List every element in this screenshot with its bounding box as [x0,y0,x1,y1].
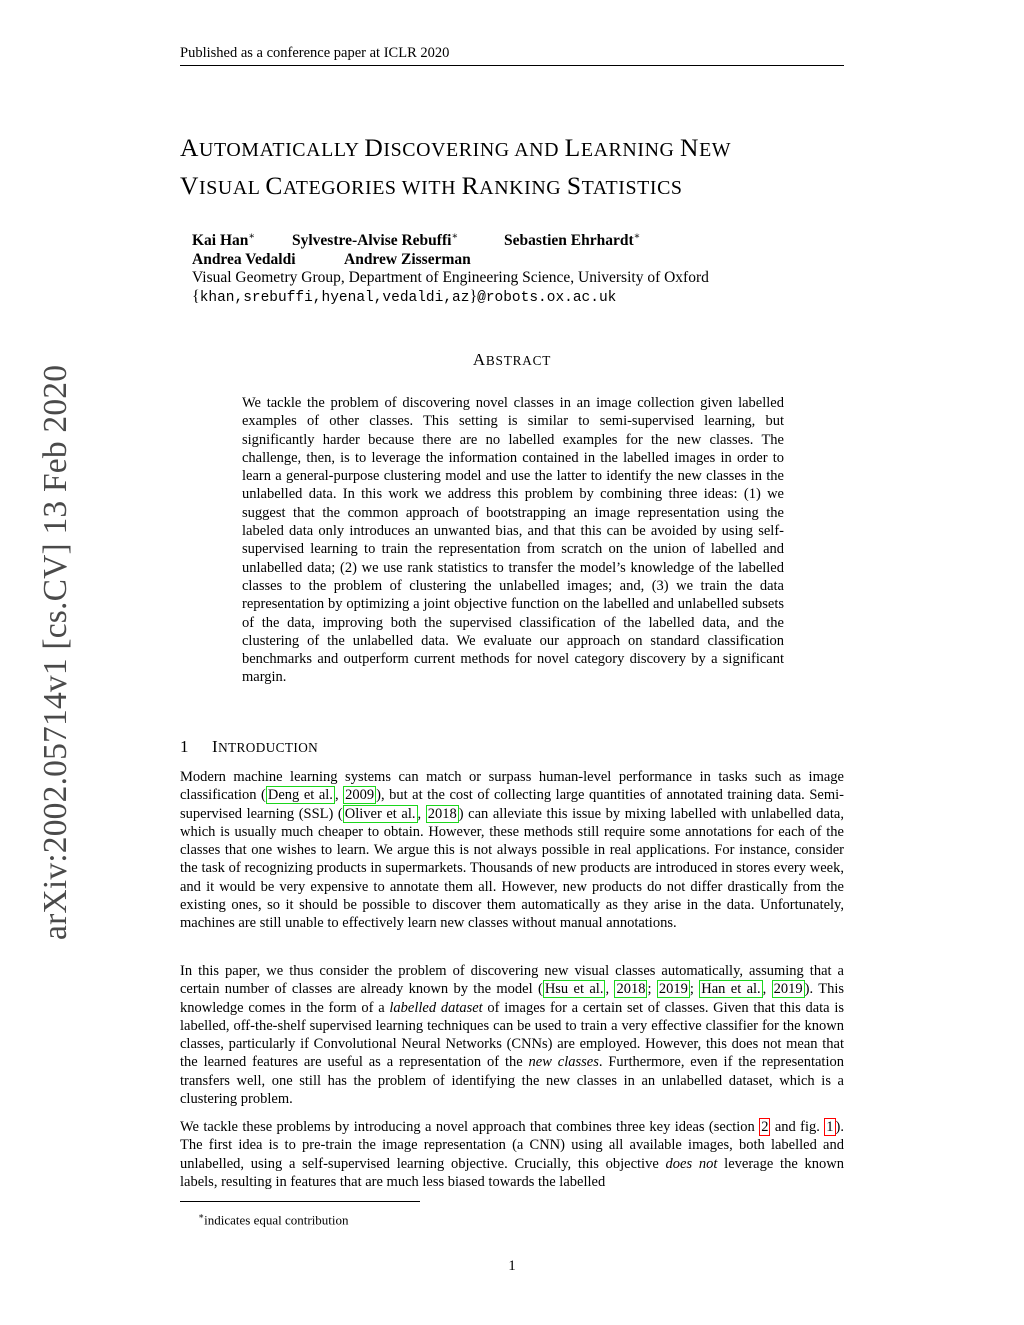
intro-paragraph-2: In this paper, we thus consider the problem of discovering new visual classes automatically, assuming that a certain number of classes are already known by the model ( Hsu et al. , 2018 ; 2019 ; Han et al. , 2019 ). This knowledge comes in the form of a labelled dataset of images for a certain set of classes. Given that this data is labelled, off-the-shelf supervised learning techniques can be used to train a very effective classifier for the known classes, particularly if Convolutional Neural Networks (CNNs) are employed. However, this does not mean that the learned features are useful as a representation of the new classes. Furthermore, even if the representation transfers well, one still has the problem of identifying the new classes in an unlabelled dataset, which is a clustering problem. [180,963,845,1108]
title-line-1: AUTOMATICALLY DISCOVERING AND LEARNING NEW [180,133,732,162]
intro-paragraph-1: Modern machine learning systems can match or surpass human-level performance in tasks such as image classification ( Deng et al. , 2009 ), but at the cost of collecting large quantities of annotated training data. Semi-supervised learning (SSL) ( Oliver et al. , 2018 ) can alleviate this issue by mixing labelled with unlabelled data, which is usually much cheaper to obtain. However, these methods still require some annotations for each of the classes that one wishes to learn. We argue this is not always possible in real applications. For instance, consider the task of recognizing products in supermarkets. Thousands of new products are introduced in stores every week, and it would be very expensive to annotate them all. However, new products do not differ drastically from the existing ones, so it should be possible to discover them automatically as they arise in the data. Unfortunately, machines are still unable to effectively learn new classes without manual annotations. [180,769,844,932]
arxiv-identifier: arXiv:2002.05714v1 [cs.CV] 13 Feb 2020 [37,364,74,940]
title-line-2: VISUAL CATEGORIES WITH RANKING STATISTICS [180,171,683,200]
citation-hsu-2018[interactable]: 2018 [616,981,646,998]
author-kai-han: Kai Han∗ [192,231,256,250]
affiliation: Visual Geometry Group, Department of Engineering Science, University of Oxford [192,269,709,287]
author-emails: {khan,srebuffi,hyenal,vedaldi,az}@robots.ox.ac.uk [192,287,617,306]
citation-oliver[interactable]: Oliver et al. [344,805,416,822]
running-header: Published as a conference paper at ICLR 2020 [180,45,450,61]
author-block [192,228,832,307]
page-number: 1 [508,1258,516,1274]
citation-deng[interactable]: Deng et al. [267,787,333,804]
citation-deng-year[interactable]: 2009 [345,787,375,804]
abstract-heading: ABSTRACT [472,350,552,369]
citation-hsu[interactable]: Hsu et al. [544,981,604,998]
citation-hsu-2019[interactable]: 2019 [658,981,688,998]
citation-han[interactable]: Han et al. [701,981,761,998]
citation-han-year[interactable]: 2019 [773,981,803,998]
abstract-body: We tackle the problem of discovering novel classes in an image collection given labelled examples of other classes. This setting is similar to semi-supervised learning, but significantly harder because there are no labelled examples for the new classes. The challenge, then, is to leverage the information contained in the labelled images in order to learn a general-purpose clustering model and use the latter to identify the new classes in the unlabelled data. In this work we address this problem by combining three ideas: (1) we suggest that the common approach of bootstrapping an image representation using the labeled data only introduces an unwanted bias, and that this can be avoided by using self-supervised learning to train the representation from scratch on the union of labelled and unlabelled data; (2) we use rank statistics to transfer the model’s knowledge of the labelled classes to the problem of clustering the unlabelled images; and, (3) we train the data representation by optimizing a joint objective function on the labelled and unlabelled subsets of the data, improving both the supervised classification of the labelled data, and the clustering of the unlabelled data. We evaluate our approach on standard classification benchmarks and outperform current methods for novel category discovery by a significant margin. [242,395,784,686]
author-andrew-zisserman: Andrew Zisserman [344,250,471,268]
header-rule [180,65,844,66]
author-sebastien-ehrhardt: Sebastien Ehrhardt∗ [504,231,641,250]
citation-oliver-year[interactable]: 2018 [427,805,457,822]
introduction-heading: 1 INTRODUCTION [180,737,319,756]
footnote-rule [180,1201,420,1202]
intro-paragraph-3: We tackle these problems by introducing a novel approach that combines three key ideas (section 2 and fig. 1 ). The first idea is to pre-train the image representation (a CNN) using all available images, both labelled and unlabelled, using a self-supervised learning objective. Crucially, this objective does not leverage the known labels, resulting in features that are much less biased towards the labelled [180,1119,845,1190]
paper-title [180,130,860,206]
author-row-2 [192,251,832,270]
author-andrea-vedaldi: Andrea Vedaldi [192,250,296,268]
author-row-1 [192,228,832,251]
figure-ref-1[interactable]: 1 [826,1119,834,1135]
section-number: 1 [180,737,189,756]
section-ref-2[interactable]: 2 [761,1119,769,1135]
author-sylvestre-alvise-rebuffi: Sylvestre-Alvise Rebuffi∗ [292,231,459,250]
footnote: ∗indicates equal contribution [198,1211,349,1228]
